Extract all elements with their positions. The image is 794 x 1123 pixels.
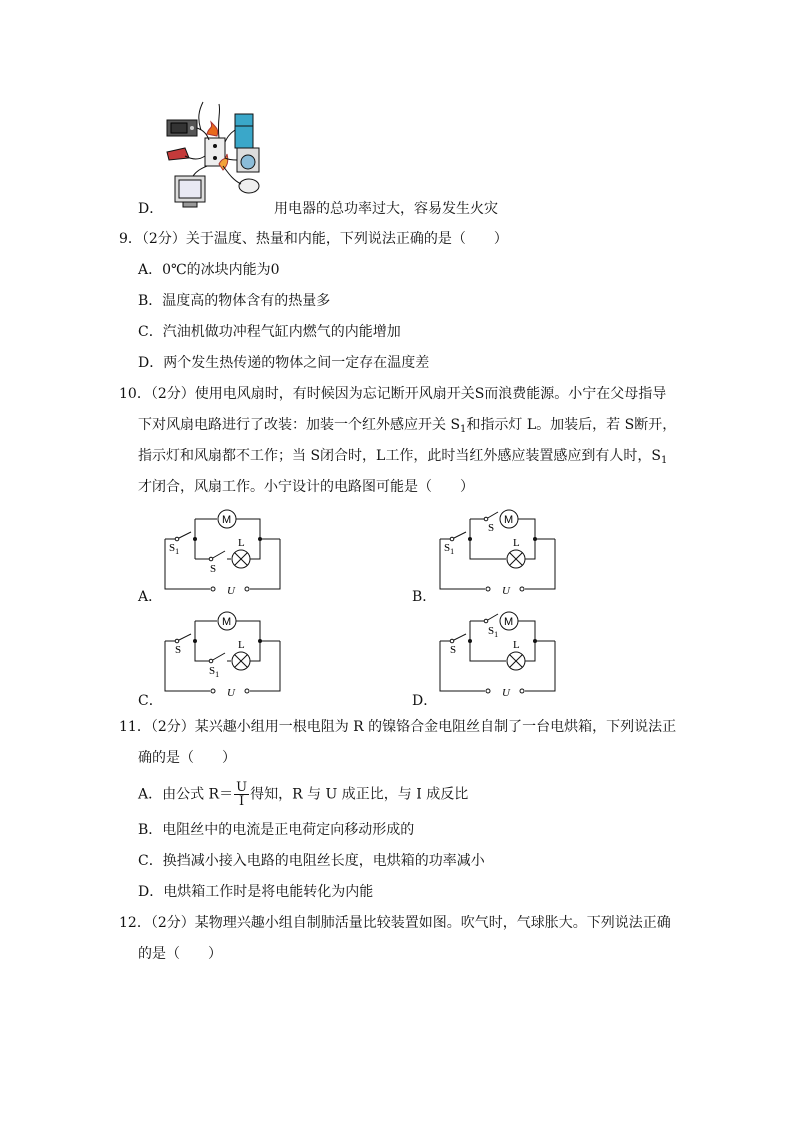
- q10-line3-subscript: 1: [660, 455, 668, 466]
- circuit-b-option: B．: [412, 589, 437, 605]
- fraction-numerator: U: [236, 780, 248, 795]
- motor-label: M: [222, 616, 232, 628]
- q11-stem-line1: 11．（2分）某兴趣小组用一根电阻为 R 的镍铬合金电阻丝自制了一台电烘箱，下列说法正: [119, 719, 677, 735]
- overloaded-socket-illustration: [163, 100, 273, 212]
- fraction-denominator: I: [239, 794, 245, 809]
- q10-line2-part1: 下对风扇电路进行了改装：加装一个红外感应开关 S: [138, 417, 461, 433]
- voltage-label: U: [502, 687, 510, 699]
- voltage-label: U: [502, 585, 510, 597]
- formula-fraction: [234, 781, 249, 808]
- switch-s-label: S: [488, 522, 495, 534]
- q9-option-a: A．0℃的冰块内能为0: [138, 262, 280, 278]
- motor-label: M: [222, 514, 232, 526]
- lamp-label: L: [238, 639, 245, 651]
- circuit-diagram-c: [155, 607, 290, 702]
- switch-s1-label: $S_1$: [169, 542, 180, 556]
- q9-option-b: B．温度高的物体含有的热量多: [138, 293, 331, 309]
- q10-line3-text: 指示灯和风扇都不工作；当 S闭合时，L工作，此时当红外感应装置感应到有人时，S: [138, 448, 661, 464]
- circuit-diagram-a: [155, 505, 290, 600]
- q11-option-a: [138, 781, 468, 808]
- q9-option-c: C．汽油机做功冲程气缸内燃气的内能增加: [138, 324, 401, 340]
- q9-stem: 9．（2分）关于温度、热量和内能，下列说法正确的是（ ）: [119, 231, 508, 247]
- circuit-diagram-b: [430, 505, 565, 600]
- voltage-label: U: [227, 585, 235, 597]
- switch-s-label: S: [175, 644, 182, 656]
- q8-option-d-letter: D．: [138, 201, 164, 217]
- q11-option-c: C．换挡减小接入电路的电阻丝长度，电烘箱的功率减小: [138, 853, 485, 869]
- motor-label: M: [504, 616, 514, 628]
- lamp-label: L: [513, 537, 520, 549]
- q11-option-a-prefix: A．由公式 R＝: [138, 786, 234, 803]
- q12-stem-line1: 12．（2分）某物理兴趣小组自制肺活量比较装置如图。吹气时，气球胀大。下列说法正确: [119, 915, 671, 931]
- q11-option-b: B．电阻丝中的电流是正电荷定向移动形成的: [138, 822, 415, 838]
- switch-s-label: S: [450, 644, 457, 656]
- circuit-diagram-d: [430, 607, 565, 702]
- q10-stem-line3: [138, 446, 667, 471]
- circuit-c-option: C．: [138, 693, 163, 709]
- circuit-d-option: D．: [412, 693, 438, 709]
- q11-option-d: D．电烘箱工作时是将电能转化为内能: [138, 884, 374, 900]
- switch-s1-label: $S_1$: [209, 665, 220, 679]
- q11-option-a-suffix: 得知，R 与 U 成正比，与 I 成反比: [250, 786, 469, 803]
- q10-line2-subscript: 1: [460, 424, 467, 435]
- q12-stem-line2: 的是（ ）: [138, 946, 222, 962]
- q10-stem-line4: 才闭合，风扇工作。小宁设计的电路图可能是（ ）: [138, 479, 474, 495]
- switch-s-label: S: [210, 563, 217, 575]
- lamp-label: L: [238, 537, 245, 549]
- lamp-label: L: [513, 639, 520, 651]
- q9-option-d: D．两个发生热传递的物体之间一定存在温度差: [138, 355, 430, 371]
- q8-option-d-text: 用电器的总功率过大，容易发生火灾: [274, 201, 498, 217]
- switch-s1-label: $S_1$: [488, 625, 499, 639]
- q10-line2-part2: 和指示灯 L。加装后，若 S断开，: [466, 417, 677, 433]
- circuit-a-option: A．: [138, 589, 163, 605]
- q11-stem-line2: 确的是（ ）: [138, 750, 236, 766]
- motor-label: M: [504, 514, 514, 526]
- switch-s1-label: $S_1$: [444, 542, 455, 556]
- voltage-label: U: [227, 687, 235, 699]
- q8-option-d: [138, 199, 163, 219]
- q10-stem-line1: 10．（2分）使用电风扇时，有时候因为忘记断开风扇开关S而浪费能源。小宁在父母指导: [119, 386, 667, 402]
- q10-stem-line2: [138, 415, 676, 440]
